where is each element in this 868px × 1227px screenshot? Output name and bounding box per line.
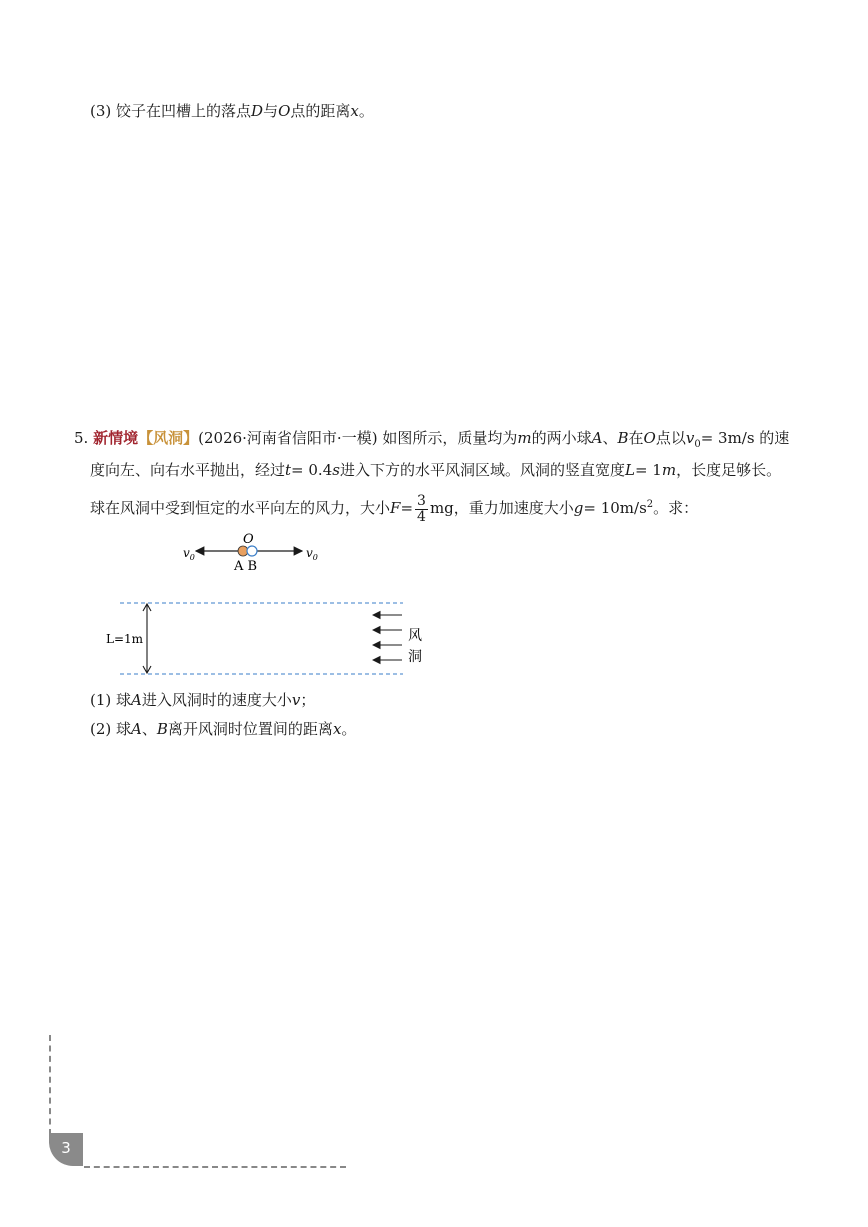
tag-new-context: 新情境 xyxy=(93,429,139,447)
question-source: (2026·河南省信阳市·一模) xyxy=(198,429,378,447)
page-border-vertical xyxy=(49,1035,51,1135)
wind-tunnel-figure xyxy=(100,525,440,685)
question-number: 5. xyxy=(74,429,89,447)
label-l: L=1m xyxy=(106,632,144,646)
label-ab: A B xyxy=(234,559,258,574)
q5-line-1: 5. 新情境【风洞】(2026·河南省信阳市·一模) 如图所示，质量均为m的两小球A、B在O点以$v_0= 3m/s$ 的速 xyxy=(74,429,790,450)
ball-b xyxy=(247,546,257,556)
q5-line-3: 球在风洞中受到恒定的水平向左的风力，大小F= $\frac{3}{4}$ mg，重力加速度大小$g= 10m/s^2$。求： xyxy=(90,492,699,525)
label-wind-1: 风 xyxy=(408,628,422,644)
q5-line-2: 度向左、向右水平抛出，经过t= 0.4s进入下方的水平风洞区域。风洞的竖直宽度L= 1m，长度足够长。 xyxy=(90,461,782,479)
fraction-three-quarters: $\frac{3}{4}$ xyxy=(417,492,426,525)
label-wind-2: 洞 xyxy=(408,649,422,665)
page-number: 3 xyxy=(49,1133,83,1166)
label-v-right: $v_0$ xyxy=(306,546,318,562)
q5-part2: (2) 球A、B离开风洞时位置间的距离x。 xyxy=(90,720,357,738)
page-border-horizontal xyxy=(84,1166,346,1168)
q4-part3: (3) 饺子在凹槽上的落点D与O点的距离x。 xyxy=(90,102,374,120)
tag-wind-tunnel: 【风洞】 xyxy=(138,429,199,447)
label-o: O xyxy=(243,532,254,547)
label-v-left: $v_0$ xyxy=(183,546,195,562)
q5-part1: (1) 球A进入风洞时的速度大小v； xyxy=(90,691,316,709)
